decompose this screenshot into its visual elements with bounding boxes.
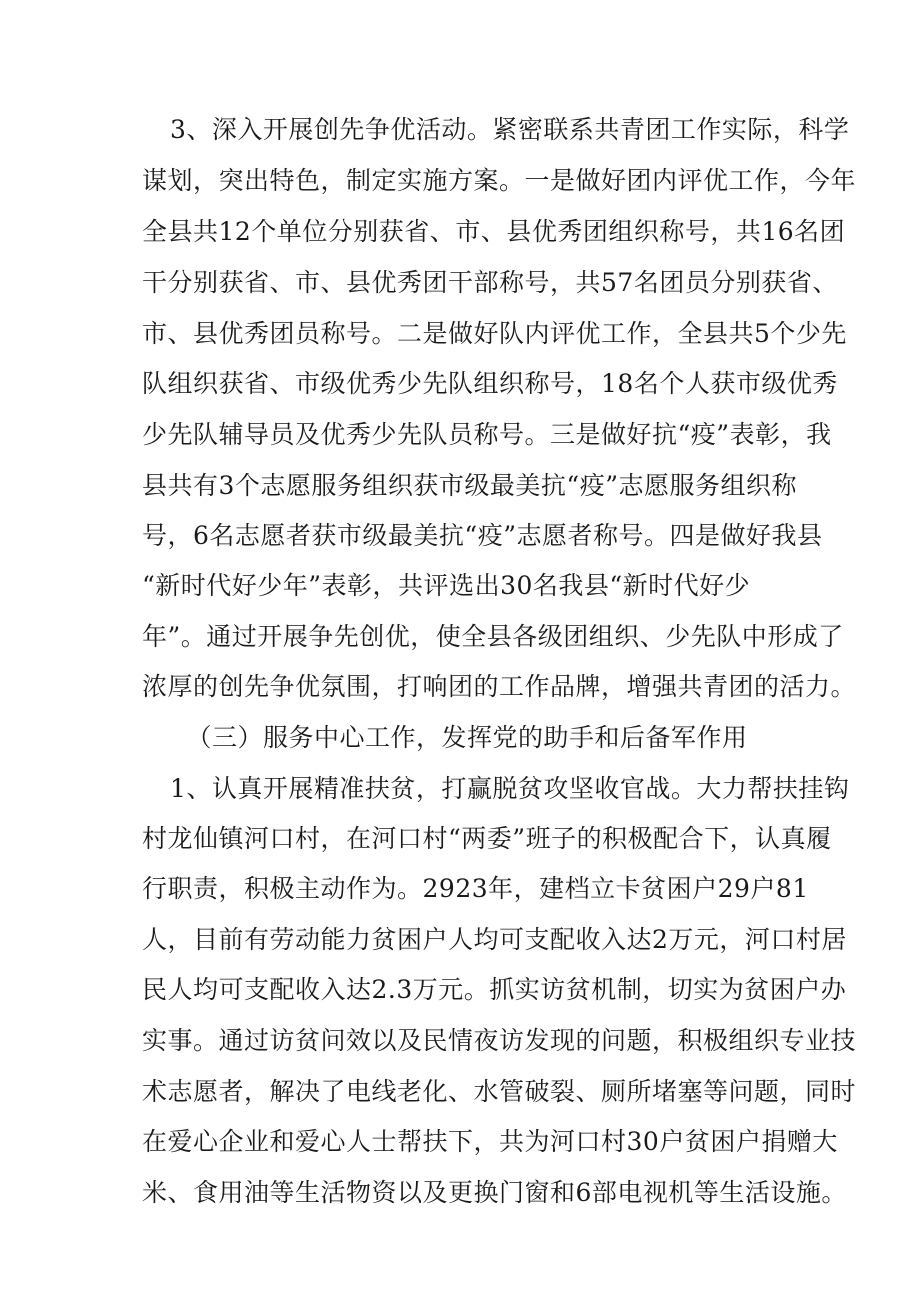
paragraph-line: 人，目前有劳动能力贫困户人均可支配收入达2万元，河口村居 — [142, 925, 847, 954]
paragraph-line: 村龙仙镇河口村，在河口村“两委”班子的积极配合下，认真履 — [142, 824, 832, 853]
paragraph-line: 在爱心企业和爱心人士帮扶下，共为河口村30户贫困户捐赠大 — [142, 1127, 838, 1156]
paragraph-line: 1、认真开展精准扶贫，打赢脱贫攻坚收官战。大力帮扶挂钩 — [170, 774, 850, 803]
paragraph-line: 少先队辅导员及优秀少先队员称号。三是做好抗“疫”表彰，我 — [142, 420, 832, 449]
paragraph-line: 谋划，突出特色，制定实施方案。一是做好团内评优工作，今年 — [142, 166, 857, 195]
paragraph-line: 队组织获省、市级优秀少先队组织称号，18名个人获市级优秀 — [142, 369, 838, 398]
paragraph-line: 市、县优秀团员称号。二是做好队内评优工作，全县共5个少先 — [142, 319, 847, 348]
paragraph-line: 3、深入开展创先争优活动。紧密联系共青团工作实际，科学 — [170, 115, 850, 144]
paragraph-line: 全县共12个单位分别获省、市、县优秀团组织称号，共16名团 — [142, 217, 846, 246]
paragraph-line: 干分别获省、市、县优秀团干部称号，共57名团员分别获省、 — [142, 268, 838, 297]
paragraph-line: 号，6名志愿者获市级最美抗“疫”志愿者称号。四是做好我县 — [142, 521, 823, 550]
paragraph-line: 术志愿者，解决了电线老化、水管破裂、厕所堵塞等问题，同时 — [142, 1077, 857, 1106]
paragraph-line: 米、食用油等生活物资以及更换门窗和6部电视机等生活设施。 — [142, 1178, 847, 1207]
paragraph-line: 民人均可支配收入达2.3万元。抓实访贫机制，切实为贫困户办 — [142, 975, 847, 1004]
paragraph-line: 浓厚的创先争优氛围，打响团的工作品牌，增强共青团的活力。 — [142, 672, 857, 701]
paragraph-line: 年”。通过开展争先创优，使全县各级团组织、少先队中形成了 — [142, 622, 844, 651]
paragraph-line: 县共有3个志愿服务组织获市级最美抗“疫”志愿服务组织称 — [142, 471, 797, 500]
paragraph-line: 实事。通过访贫问效以及民情夜访发现的问题，积极组织专业技 — [142, 1026, 857, 1055]
paragraph-line: “新时代好少年”表彰，共评选出30名我县“新时代好少 — [142, 571, 751, 600]
paragraph-line: 行职责，积极主动作为。2923年，建档立卡贫困户29户81 — [142, 874, 809, 903]
section-heading: （三）服务中心工作，发挥党的助手和后备军作用 — [186, 723, 748, 752]
